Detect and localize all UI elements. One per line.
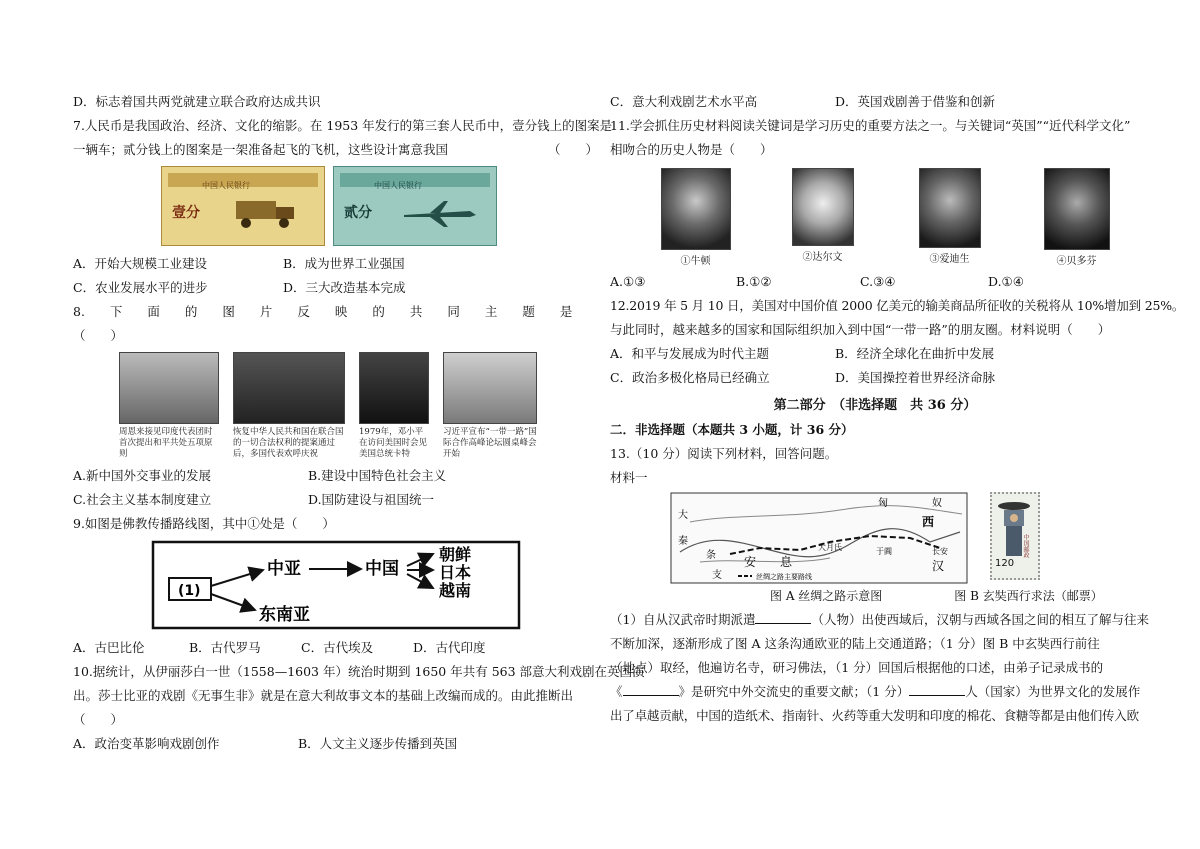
q8-option-b[interactable]: B.建设中国特色社会主义	[308, 468, 447, 483]
q7-options-row2	[73, 276, 598, 300]
map-label-yutian: 于阗	[876, 547, 892, 556]
q8-options-row2	[73, 488, 598, 512]
q12-options-row1	[610, 342, 1140, 366]
q8-photo-1	[119, 352, 219, 460]
q9-option-c[interactable]: C．古代埃及	[301, 640, 374, 655]
q7-answer-paren: （ ）	[547, 142, 598, 157]
q7-option-a[interactable]: A．开始大规模工业建设	[73, 256, 208, 271]
map-label-xiongnu-2: 奴	[932, 498, 942, 509]
route-origin-label: (1)	[178, 583, 201, 599]
map-label-changan: 长安	[932, 547, 948, 556]
q9-stem: 9.如图是佛教传播路线图，其中①处是（ ）	[73, 516, 335, 531]
map-label-west: 西	[922, 515, 935, 529]
q10-options-ab	[73, 732, 598, 756]
q10-stem-line1: 10.据统计，从伊丽莎白一世（1558—1603 年）统治时期到 1650 年共有 563 部意大利戏剧在英国演	[73, 664, 645, 679]
q8-option-c[interactable]: C.社会主义基本制度建立	[73, 492, 212, 507]
q11-option-b[interactable]: B.①②	[736, 274, 772, 289]
q13-part1-line1	[610, 608, 1149, 632]
q8-answer-paren: （ ）	[73, 328, 124, 343]
q7-option-d[interactable]: D．三大改造基本完成	[283, 280, 406, 295]
q12-option-d[interactable]: D．美国操控着世界经济命脉	[835, 370, 996, 385]
q10-stem-line2: 出。莎士比亚的戏剧《无事生非》就是在意大利故事文本的基础上改编而成的。由此推断出	[73, 688, 574, 703]
right-column	[610, 90, 1185, 728]
q11-stem-line1: 11.学会抓住历史材料阅读关键词是学习历史的重要方法之一。与关键词“英国”“近代科学文化”	[610, 118, 1131, 133]
q7-stem-line2	[73, 138, 598, 162]
q7-option-c[interactable]: C．农业发展水平的进步	[73, 280, 208, 295]
route-central-asia: 中亚	[267, 559, 301, 579]
q7-option-b[interactable]: B．成为世界工业强国	[283, 256, 405, 271]
map-label-yuezhi: 大月氏	[818, 543, 842, 552]
q8-caption-4: 习近平宣布“一带一路”国际合作高峰论坛圆桌峰会开始	[443, 427, 537, 459]
q11-option-c[interactable]: C.③④	[860, 274, 896, 289]
map-label-han: 汉	[932, 559, 945, 573]
q13-part1-line5: 出了卓越贡献，中国的造纸术、指南针、火药等重大发明和印度的棉花、食糖等都是由他们传入欧	[610, 708, 1139, 723]
q8-photo-row	[119, 352, 598, 460]
q7-stem-text: 一辆车；贰分钱上的图案是一架准备起飞的飞机，这些设计寓意我国	[73, 142, 449, 157]
q13-part1-line2: 不断加深，逐渐形成了图 A 这条沟通欧亚的陆上交通道路；（1 分）图 B 中玄奘西行前往	[610, 636, 1100, 651]
q13-blank-country[interactable]	[909, 681, 965, 696]
stamp-value: 120	[995, 558, 1015, 569]
part-two-title: 第二部分 （非选择题 共 36 分）	[773, 398, 977, 413]
q13-text-c: 《	[610, 684, 623, 699]
one-fen-label: 壹分	[172, 205, 200, 221]
q11-options	[610, 270, 1140, 294]
silk-road-map	[670, 492, 968, 584]
q12-option-a[interactable]: A．和平与发展成为时代主题	[610, 346, 770, 361]
portrait-edison	[886, 168, 1013, 268]
map-label-qin: 秦	[678, 536, 688, 547]
stamp-country: 中国邮政	[1022, 534, 1029, 558]
q7-stem-line1: 7.人民币是我国政治、经济、文化的缩影。在 1953 年发行的第三套人民币中，壹分钱上的图案是	[73, 118, 613, 133]
one-fen-bank-name: 中国人民银行	[202, 181, 250, 190]
q10-option-d[interactable]: D．英国戏剧善于借鉴和创新	[835, 94, 996, 109]
q8-caption-1: 周恩来接见印度代表团时首次提出和平共处五项原则	[119, 427, 213, 459]
two-fen-label: 贰分	[344, 205, 372, 221]
q9-option-a[interactable]: A．古巴比伦	[73, 640, 145, 655]
caption-newton: ①牛顿	[680, 256, 711, 267]
q7-options-row1	[73, 252, 598, 276]
q8-caption-3: 1979年，邓小平在访问美国时会见美国总统卡特	[359, 427, 428, 459]
map-label-xi: 息	[780, 555, 793, 569]
q9-options	[73, 636, 598, 660]
q13-figure-captions: 图 A 丝绸之路示意图 图 B 玄奘西行求法（邮票）	[770, 589, 1103, 603]
q8-caption-2: 恢复中华人民共和国在联合国的一切合法权利的提案通过后，多国代表欢呼庆祝	[233, 427, 344, 459]
material-one-label: 材料一	[610, 470, 648, 485]
map-label-zhi: 支	[712, 570, 722, 581]
q13-text-e: 人（国家）为世界文化的发展作	[965, 684, 1141, 699]
q8-options-row1	[73, 464, 598, 488]
buddhism-route-diagram	[151, 540, 521, 630]
airplane-icon	[400, 195, 480, 231]
route-vietnam: 越南	[439, 581, 472, 600]
q10-options-cd	[610, 90, 1140, 114]
q8-option-d[interactable]: D.国防建设与祖国统一	[308, 492, 435, 507]
q10-option-c[interactable]: C．意大利戏剧艺术水平高	[610, 94, 758, 109]
q13-blank-person[interactable]	[755, 609, 811, 624]
q13-text-a: （1）自从汉武帝时期派遣	[610, 612, 756, 627]
portrait-beethoven	[1013, 168, 1140, 270]
route-japan: 日本	[439, 563, 472, 582]
truck-icon	[232, 195, 302, 231]
q6-option-d: D．标志着国共两党就建立联合政府达成共识	[73, 94, 321, 109]
q13-part1-line3: （地点）取经，他遍访名寺，研习佛法，（1 分）回国后根据他的口述，由弟子记录成书的	[610, 660, 1104, 675]
q13-part1-line4	[610, 680, 1140, 704]
q11-option-d[interactable]: D.①④	[988, 274, 1024, 289]
q12-option-b[interactable]: B．经济全球化在曲折中发展	[835, 346, 995, 361]
q9-option-d[interactable]: D．古代印度	[413, 640, 486, 655]
q8-stem-line1: 8. 下 面 的 图 片 反 映 的 共 同 主 题 是	[73, 304, 573, 319]
map-label-da: 大	[678, 510, 688, 521]
two-fen-banknote	[333, 166, 497, 246]
caption-edison: ③爱迪生	[929, 254, 970, 265]
section-two-heading: 二．非选择题（本题共 3 小题，计 36 分）	[610, 422, 854, 437]
q12-stem-line2: 与此同时，越来越多的国家和国际组织加入到中国“一带一路”的朋友圈。材料说明（ ）	[610, 322, 1111, 337]
q9-option-b[interactable]: B．古代罗马	[189, 640, 261, 655]
q8-photo-3	[359, 352, 429, 460]
q8-photo-2	[233, 352, 345, 460]
q10-option-a[interactable]: A．政治变革影响戏剧创作	[73, 736, 220, 751]
q12-option-c[interactable]: C．政治多极化格局已经确立	[610, 370, 770, 385]
q10-answer-paren: （ ）	[73, 712, 124, 727]
caption-beethoven: ④贝多芬	[1056, 256, 1097, 267]
xuanzang-stamp	[990, 492, 1040, 580]
q11-stem-line2: 相吻合的历史人物是（ ）	[610, 142, 773, 157]
map-label-an: 安	[744, 555, 757, 569]
q13-text-d: 》是研究中外交流史的重要文献；（1 分）	[678, 684, 910, 699]
one-fen-banknote	[161, 166, 325, 246]
map-label-xiongnu-1: 匈	[878, 498, 888, 509]
q13-figures	[670, 492, 1140, 584]
route-china: 中国	[365, 559, 399, 579]
route-southeast-asia: 东南亚	[259, 605, 310, 625]
q12-stem-line1: 12.2019 年 5 月 10 日，美国对中国价值 2000 亿美元的输美商品所征收的关税将从 10%增加到 25%。	[610, 298, 1185, 313]
q8-photo-4	[443, 352, 537, 460]
q12-options-row2	[610, 366, 1140, 390]
map-label-tiao: 条	[706, 550, 716, 561]
two-fen-bank-name: 中国人民银行	[374, 181, 422, 190]
q13-blank-book[interactable]	[623, 681, 679, 696]
q11-option-a[interactable]: A.①③	[610, 274, 646, 289]
q10-option-b[interactable]: B．人文主义逐步传播到英国	[298, 736, 458, 751]
q7-banknote-images	[161, 166, 598, 246]
portrait-darwin	[759, 168, 886, 266]
q11-portrait-row	[632, 168, 1140, 270]
portrait-newton	[632, 168, 759, 270]
map-legend: 丝绸之路主要路线	[756, 573, 812, 581]
q8-option-a[interactable]: A.新中国外交事业的发展	[73, 468, 212, 483]
q13-stem: 13.（10 分）阅读下列材料，回答问题。	[610, 446, 838, 461]
route-korea: 朝鲜	[439, 545, 472, 564]
caption-darwin: ②达尔文	[802, 252, 843, 263]
q13-text-b: （人物）出使西域后，汉朝与西域各国之间的相互了解与往来	[811, 612, 1149, 627]
